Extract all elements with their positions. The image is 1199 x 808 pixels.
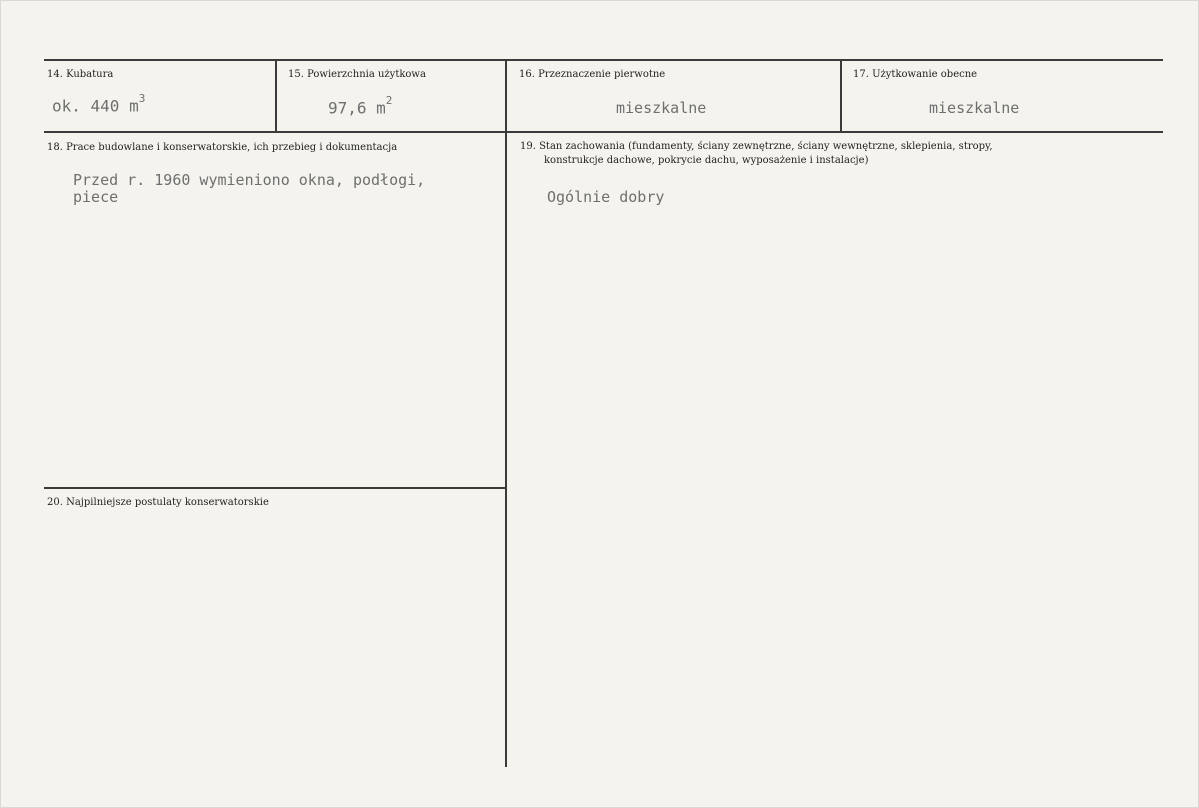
field-16-value: mieszkalne bbox=[616, 99, 707, 117]
field-15-value-text: 97,6 m bbox=[328, 98, 386, 118]
field-14-value-text: ok. 440 m bbox=[52, 96, 139, 116]
field-20-label: 20. Najpilniejsze postulaty konserwatorskie bbox=[47, 497, 269, 508]
row1-bottom-rule bbox=[44, 131, 1163, 133]
field-18-value-line1: Przed r. 1960 wymieniono okna, podłogi, bbox=[73, 171, 426, 189]
field-19-label-line2: konstrukcje dachowe, pokrycie dachu, wyposażenie i instalacje) bbox=[544, 155, 869, 166]
field-14-value-exponent: 3 bbox=[138, 92, 146, 105]
field-18-label: 18. Prace budowlane i konserwatorskie, ich przebieg i dokumentacja bbox=[47, 142, 398, 153]
field-19-label bbox=[520, 140, 1040, 168]
top-rule bbox=[44, 59, 1163, 61]
field-17-label: 17. Użytkowanie obecne bbox=[853, 69, 978, 80]
field-19-label-line1: 19. Stan zachowania (fundamenty, ściany zewnętrzne, ściany wewnętrzne, sklepienia, stropy, bbox=[520, 141, 993, 152]
field-19-value: Ogólnie dobry bbox=[547, 188, 665, 206]
divider-15-16 bbox=[505, 61, 507, 767]
field-17-value: mieszkalne bbox=[929, 99, 1020, 117]
field-16-label: 16. Przeznaczenie pierwotne bbox=[519, 69, 666, 80]
field-14-label: 14. Kubatura bbox=[47, 69, 114, 80]
divider-16-17 bbox=[840, 61, 842, 132]
divider-14-15 bbox=[275, 61, 277, 132]
field-15-label: 15. Powierzchnia użytkowa bbox=[288, 69, 426, 80]
field-18-value-line2: piece bbox=[73, 188, 119, 206]
section18-bottom-rule bbox=[44, 487, 505, 489]
field-15-value-exponent: 2 bbox=[385, 94, 393, 107]
field-14-value bbox=[52, 92, 146, 116]
field-15-value bbox=[328, 94, 393, 118]
field-18-value bbox=[73, 172, 493, 206]
